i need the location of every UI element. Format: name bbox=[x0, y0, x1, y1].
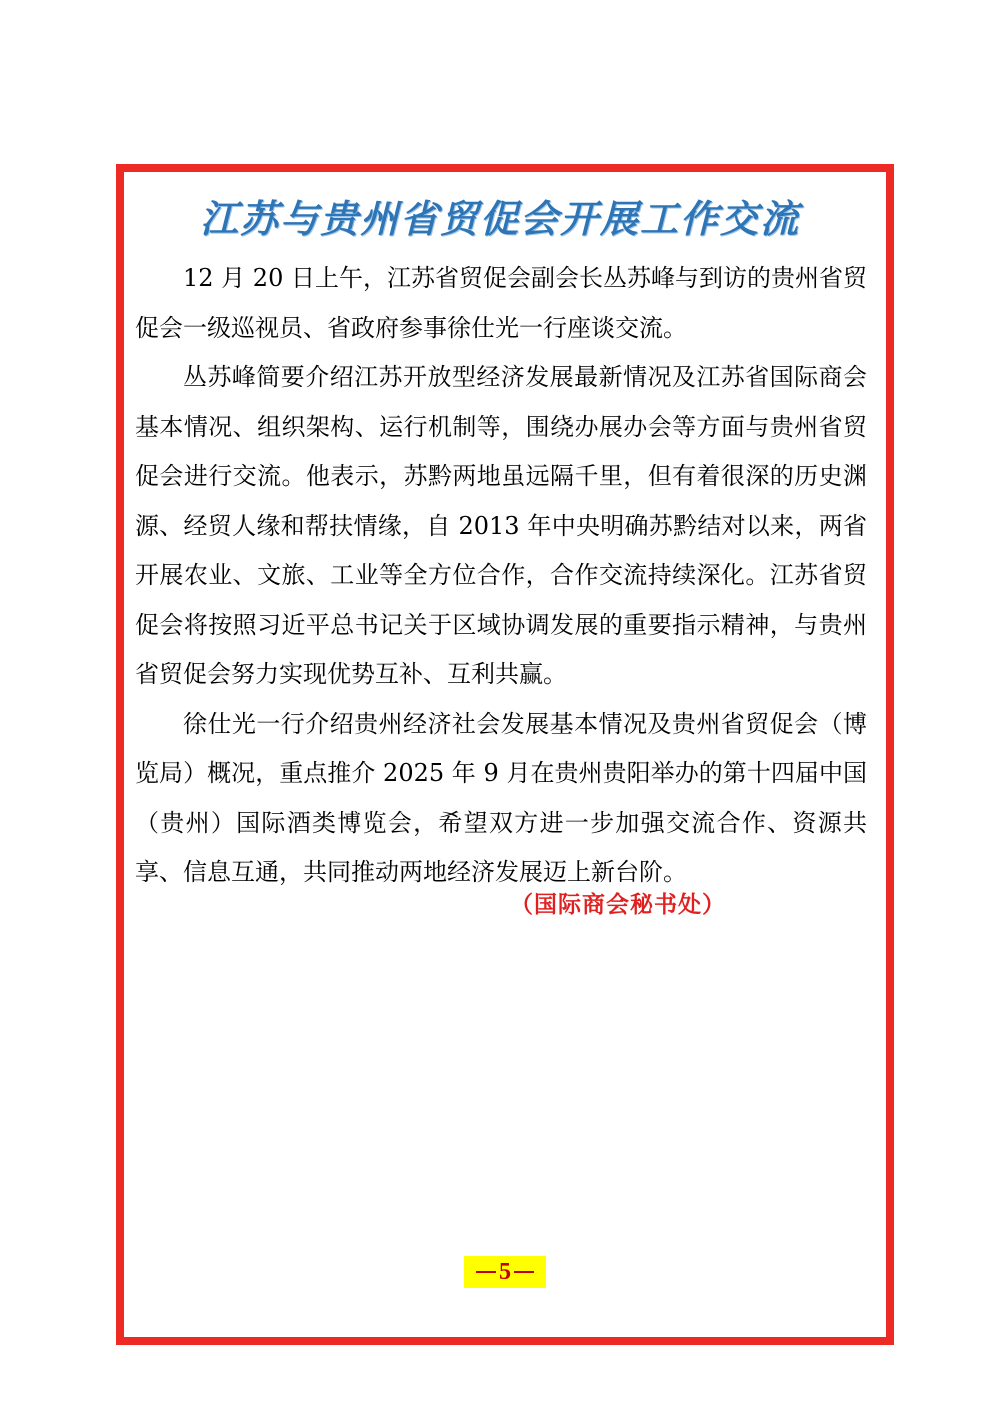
paragraph-2: 丛苏峰简要介绍江苏开放型经济发展最新情况及江苏省国际商会基本情况、组织架构、运行机制等，围绕办展办会等方面与贵州省贸促会进行交流。他表示，苏黔两地虽远隔千里，但有着很深的历史渊源、经贸人缘和帮扶情缘，自 2013 年中央明确苏黔结对以来，两省开展农业、文旅、工业等全方位合作，合作交流持续深化。江苏省贸促会将按照习近平总书记关于区域协调发展的重要指示精神，与贵州省贸促会努力实现优势互补、互利共赢。 bbox=[135, 363, 867, 688]
dash-right bbox=[514, 1271, 534, 1273]
paragraph-1: 12 月 20 日上午，江苏省贸促会副会长丛苏峰与到访的贵州省贸促会一级巡视员、省政府参事徐仕光一行座谈交流。 bbox=[135, 264, 867, 342]
paragraph-3: 徐仕光一行介绍贵州经济社会发展基本情况及贵州省贸促会（博览局）概况，重点推介 2025 年 9 月在贵州贵阳举办的第十四届中国（贵州）国际酒类博览会，希望双方进一步加强交流合作、资源共享、信息互通，共同推动两地经济发展迈上新台阶。 bbox=[135, 709, 867, 886]
article-body bbox=[135, 254, 867, 898]
page-number-badge bbox=[464, 1256, 546, 1288]
article-title: 江苏与贵州省贸促会开展工作交流 bbox=[199, 196, 800, 241]
page-number: 5 bbox=[499, 1258, 511, 1285]
dash-left bbox=[476, 1271, 496, 1273]
author-signature: （国际商会秘书处） bbox=[510, 891, 726, 918]
